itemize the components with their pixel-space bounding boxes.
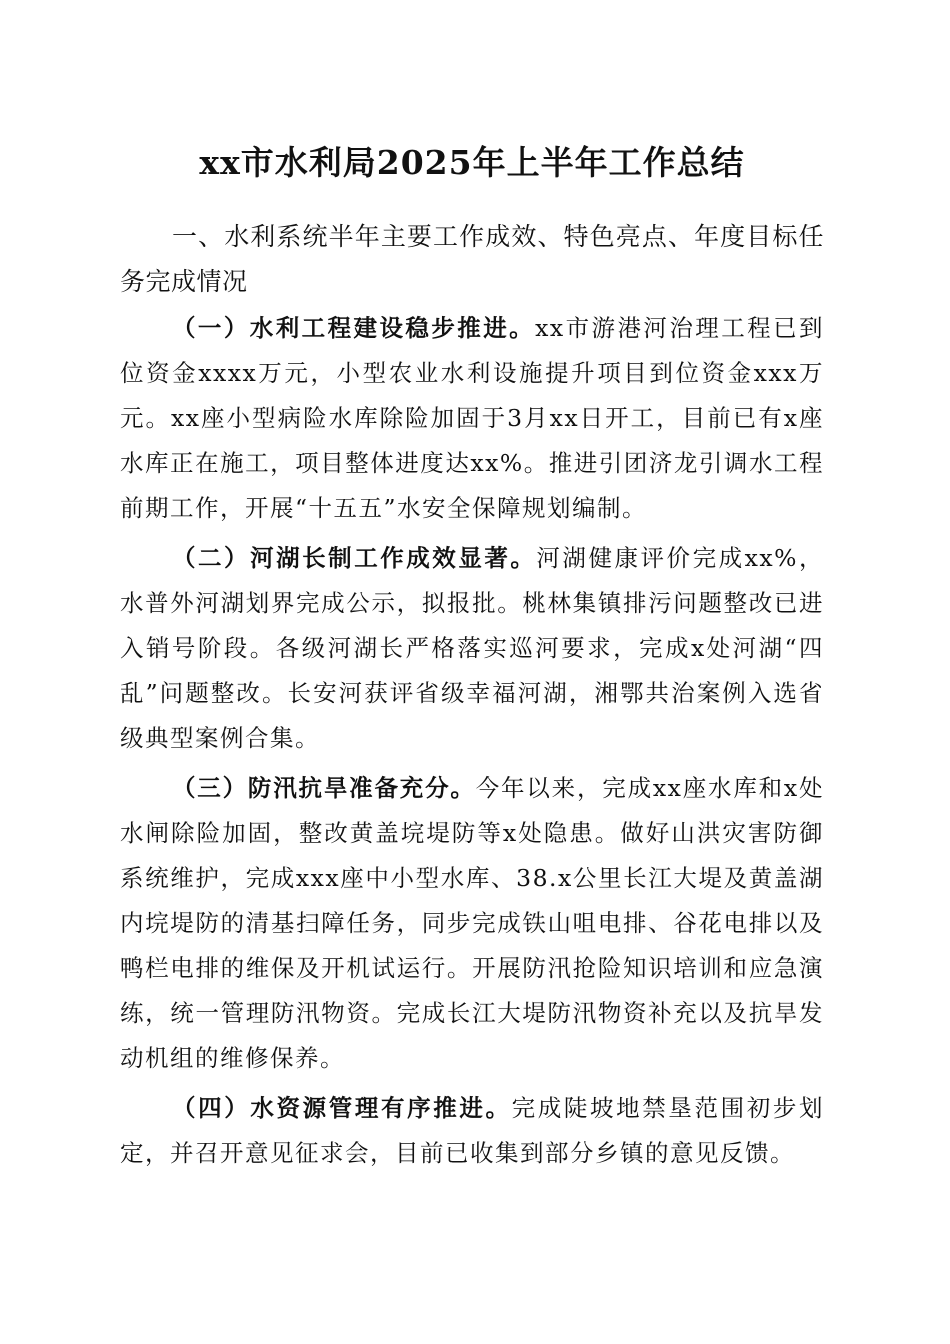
paragraph-lead: （一）水利工程建设稳步推进。 (172, 314, 536, 342)
paragraph-body: xx市游港河治理工程已到位资金xxxx万元，小型农业水利设施提升项目到位资金xxx万元。xx座小型病险水库除险加固于3月xx日开工，目前已有x座水库正在施工，项目整体进度达xx%。推进引团济龙引调水工程前期工作，开展“十五五”水安全保障规划编制。 (120, 314, 824, 522)
section-heading: 一、水利系统半年主要工作成效、特色亮点、年度目标任务完成情况 (120, 222, 824, 296)
paragraph-flood-drought (120, 766, 824, 1081)
document-title: xx市水利局2025年上半年工作总结 (199, 143, 745, 182)
paragraph-water-resources (120, 1086, 824, 1176)
paragraph-lead: （四）水资源管理有序推进。 (172, 1094, 512, 1122)
paragraph-engineering (120, 306, 824, 531)
paragraph-body: 河湖健康评价完成xx%，水普外河湖划界完成公示，拟报批。桃林集镇排污问题整改已进入销号阶段。各级河湖长严格落实巡河要求，完成x处河湖“四乱”问题整改。长安河获评省级幸福河湖，湘鄂共治案例入选省级典型案例合集。 (120, 544, 824, 752)
paragraph-body: 今年以来，完成xx座水库和x处水闸除险加固，整改黄盖垸堤防等x处隐患。做好山洪灾害防御系统维护，完成xxx座中小型水库、38.x公里长江大堤及黄盖湖内垸堤防的清基扫障任务，同步完成铁山咀电排、谷花电排以及鸭栏电排的维保及开机试运行。开展防汛抢险知识培训和应急演练，统一管理防汛物资。完成长江大堤防汛物资补充以及抗旱发动机组的维修保养。 (120, 774, 824, 1072)
paragraph-lead: （三）防汛抗旱准备充分。 (172, 774, 476, 802)
paragraph-body: 完成陡坡地禁垦范围初步划定，并召开意见征求会，目前已收集到部分乡镇的意见反馈。 (120, 1094, 824, 1167)
paragraph-lead: （二）河湖长制工作成效显著。 (172, 544, 537, 572)
paragraph-river-lake-chief (120, 536, 824, 761)
